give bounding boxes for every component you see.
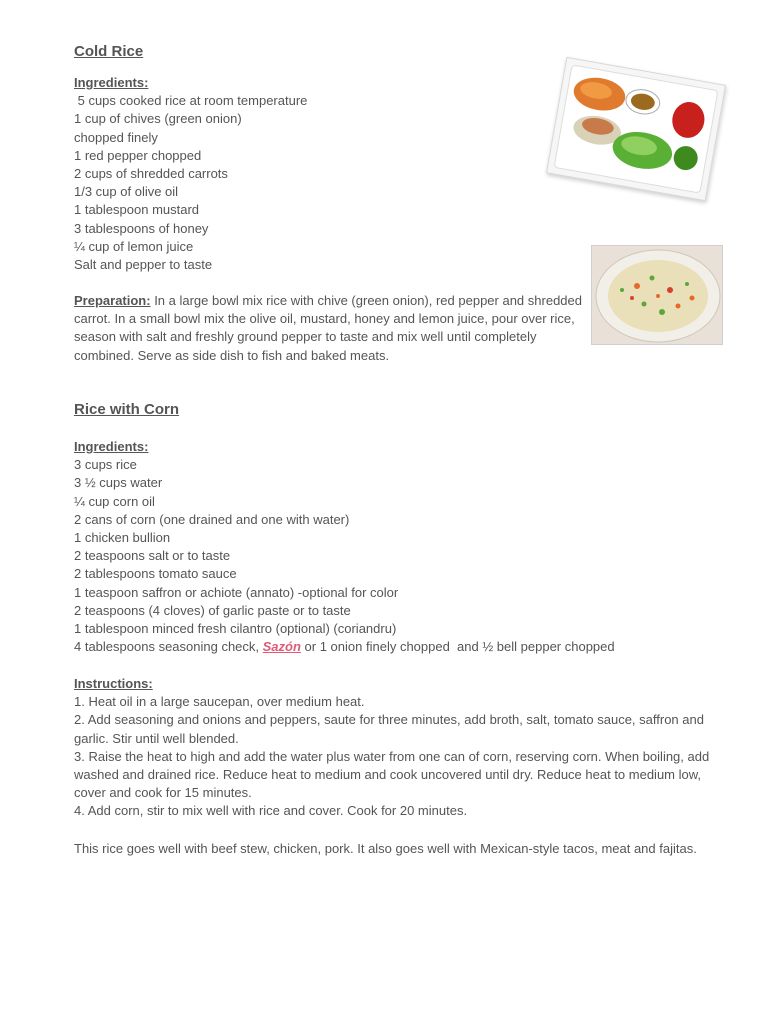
ingredient-line: 2 teaspoons (4 cloves) of garlic paste or to taste [74,602,351,618]
ingredient-line: 1 tablespoon mustard [74,202,200,218]
ingredient-line: 5 cups cooked rice at room temperature [74,93,308,109]
cold-rice-ingredients-label: Ingredients: [74,75,149,90]
seasoning-line [74,638,724,656]
cold-rice-preparation [74,292,584,365]
seasoning-text-before: 4 tablespoons seasoning check, [74,639,263,655]
ingredient-line: 2 teaspoons salt or to taste [74,548,231,564]
instruction-step: 2. Add seasoning and onions and peppers, saute for three minutes, add broth, salt, tomato sauce, saffron and garlic. Stir until well blended. [74,712,704,746]
cold-rice-title: Cold Rice [74,43,144,60]
rice-with-corn-title: Rice with Corn [74,401,180,418]
cold-rice-ingredients [74,74,554,274]
ingredient-line: Salt and pepper to taste [74,257,213,273]
ingredient-line: 3 tablespoons of honey [74,220,209,236]
ingredient-line: 3 cups rice [74,457,137,473]
preparation-label: Preparation: [74,293,151,308]
ingredient-line: 1 chicken bullion [74,530,171,546]
ingredient-line: 2 tablespoons tomato sauce [74,566,237,582]
ingredient-line: chopped finely [74,129,158,145]
rice-with-corn-instructions [74,675,724,821]
corn-ingredients-label: Ingredients: [74,439,149,454]
seasoning-text-after: or 1 onion finely chopped and ½ bell pepper chopped [300,639,615,655]
ingredient-line: 1/3 cup of olive oil [74,184,179,200]
sazon-link[interactable]: Sazón [262,639,301,655]
ingredient-line: ¼ cup corn oil [74,493,155,509]
instruction-step: 3. Raise the heat to high and add the water plus water from one can of corn, reserving corn. When boiling, add washed and drained rice. Reduce heat to medium and cook uncovered until dry. Reduce heat to medium low, cover and cook for 15 minutes. [74,748,710,801]
serving-note: This rice goes well with beef stew, chicken, pork. It also goes well with Mexican-style tacos, meat and fajitas. [74,841,697,856]
ingredient-line: 2 cups of shredded carrots [74,166,228,182]
ingredient-line: ¼ cup of lemon juice [74,238,194,254]
instruction-step: 1. Heat oil in a large saucepan, over medium heat. [74,694,365,710]
ingredient-line: 1 red pepper chopped [74,147,202,163]
ingredient-line: 1 cup of chives (green onion) [74,111,242,127]
preparation-text: In a large bowl mix rice with chive (green onion), red pepper and shredded carrot. In a small bowl mix the olive oil, mustard, honey and lemon juice, pour over rice, season with salt and freshly ground pepper to taste and mix well until completely combined. Serve as side dish to fish and baked meats. [74,293,582,363]
rice-salad-photo [591,245,723,345]
instructions-label: Instructions: [74,676,153,691]
ingredients-photo [546,57,726,201]
ingredient-line: 1 tablespoon minced fresh cilantro (optional) (coriandru) [74,621,397,637]
ingredient-line: 3 ½ cups water [74,475,163,491]
ingredient-line: 1 teaspoon saffron or achiote (annato) -optional for color [74,584,399,600]
ingredient-line: 2 cans of corn (one drained and one with water) [74,511,350,527]
instruction-step: 4. Add corn, stir to mix well with rice and cover. Cook for 20 minutes. [74,803,468,819]
rice-with-corn-ingredients [74,438,724,656]
